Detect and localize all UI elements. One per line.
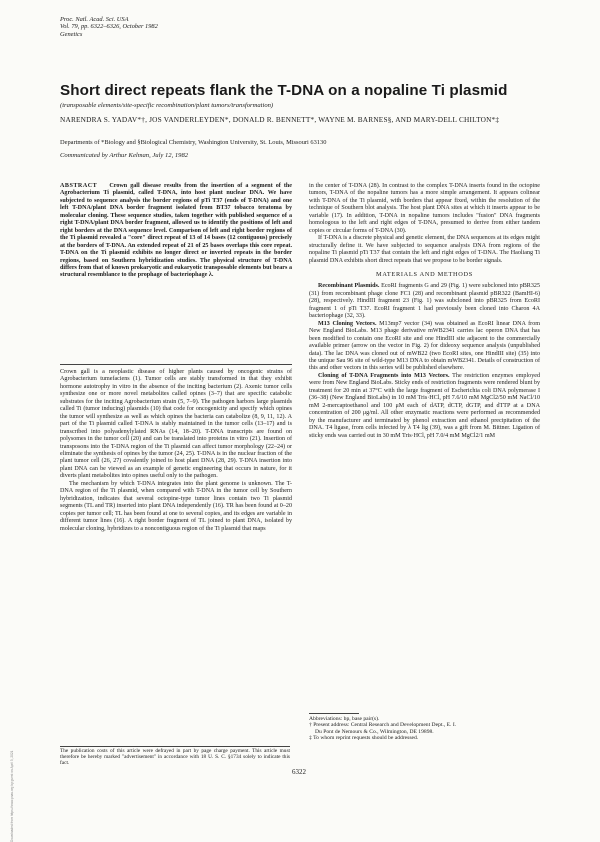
methods-paragraph-vectors [309, 321, 540, 373]
journal-section: Genetics [60, 30, 83, 38]
article-authors: NARENDRA S. YADAV*†, JOS VANDERLEYDEN*, DONALD R. BENNETT*, WAYNE M. BARNES§, AND MARY-DELL CHILTON*‡ [60, 115, 500, 124]
journal-name: Proc. Natl. Acad. Sci. USA [60, 16, 129, 23]
footnote-address-cont: Du Pont de Nemours & Co., Wilmington, DE 19898. [315, 728, 434, 735]
footnote-reprints: ‡ To whom reprint requests should be addressed. [309, 735, 419, 742]
intro-paragraph-1: Crown gall is a neoplastic disease of higher plants caused by oncogenic strains of Agrobacterium tumefaciens (1). Tumor cells are stably transformed in that they exhibit hormone autotrophy in vitro in the absence of the inciting bacterium (2). Axenic tumor cells synthesize one or more novel metabolites called opines (3–7) that are specific catabolic substrates for the inciting Agrobacterium strain (5, 7–9). The pathogen harbors large plasmids called Ti (tumor inducing) plasmids (10) that code for oncogenicity and specify which opines the tumor will synthesize as well as which opines the bacteria can catabolize (8, 9, 11, 12). A part of the Ti plasmid called T-DNA is stably maintained in the tumor cells (13–17) and is transcribed into polyadenylylated RNAs (14, 18–20). T-DNA transcripts are found on polysomes in the tumor cell (20) and can be translated into proteins in vitro (21). Insertion of transposons into the T-DNA region of the Ti plasmid can affect tumor morphology (22–24) or eliminate the synthesis of opines by the tumor (24, 25). T-DNA is in the nuclear fraction of the plant tumor cell (26, 27) covalently joined to host plant DNA (28, 29). T-DNA insertion into plant DNA can be viewed as an example of genetic engineering that occurs in nature, for it diverts plant metabolites into opines useful only to the pathogen. [60, 369, 292, 480]
abstract [60, 183, 292, 280]
methods-paragraph-plasmids [309, 283, 540, 320]
runin-heading: Recombinant Plasmids. [318, 283, 380, 290]
introduction [60, 369, 292, 533]
journal-header [60, 16, 158, 38]
methods-heading: MATERIALS AND METHODS [376, 270, 473, 278]
abstract-divider [60, 364, 292, 365]
right-column [309, 183, 540, 440]
paragraph-text: M13mp7 vector (34) was obtained as EcoRI linear DNA from New England BioLabs. M13 phage derivative mWB2341 carries lac operon DNA that has been modified to contain one EcoRI site and one HindIII site adjacent to the commercially available primer (arrow on the vector in Fig. 2) for dideoxy sequence analysis (unpublished data). The lac DNA was cloned out of mWB22 (two EcoRI sites, one HindIII site) (35) into the unique Sau 96 site of wild-type M13 DNA to obtain mWB2341. Details of construction of this and other vectors in this series will be published elsewhere. [309, 320, 540, 372]
footnote-divider-right [309, 713, 359, 714]
page-number: 6322 [292, 768, 306, 776]
abstract-text: Crown gall disease results from the insertion of a segment of the Agrobacterium Ti plasmid, called T-DNA, into host plant nuclear DNA. We have subjected to sequence analysis the border regions of pTi T37 (ends of T-DNA) and one left T-DNA/plant DNA border fragment isolated from BT37 tobacco teratoma by molecular cloning. These sequence studies, taken together with published sequence of a right T-DNA/plant DNA border fragment, allowed us to identify the positions of left and right borders at the DNA sequence level. Comparison of left and right border regions of the Ti plasmid revealed a "core" direct repeat of 13 of 14 bases (12 contiguous) precisely at the borders of T-DNA. An extended repeat of 21 of 25 bases overlaps this core repeat. T-DNA on the Ti plasmid exhibits no longer direct or inverted repeats in the border regions, based on Southern hybridization studies. The physical structure of T-DNA differs from that of known prokaryotic and eukaryotic transposable elements but bears a structural resemblance to the prophage of bacteriophage λ. [60, 183, 292, 279]
author-affiliation: Departments of *Biology and §Biological Chemistry, Washington University, St. Louis, Missouri 63130 [60, 139, 327, 146]
journal-volume: Vol. 79, pp. 6322–6326, October 1982 [60, 23, 158, 31]
methods-paragraph-cloning [309, 373, 540, 440]
publication-cost-note: The publication costs of this article were defrayed in part by page charge payment. This article must therefore be hereby marked "advertisement" in accordance with 18 U. S. C. §1734 solely to indicate this fact. [60, 748, 290, 767]
footnote-divider-left [60, 746, 290, 747]
intro-paragraph-2: The mechanism by which T-DNA integrates into the plant genome is unknown. The T-DNA region of the Ti plasmid, when compared with T-DNA in the tumor cell by Southern hybridization, indicates that several octopine-type tumor lines contain two Ti plasmid segments (TL and TR) inserted into plant DNA independently (16). TR has been found at 0–20 copies per tumor cell; TL has been found at one to several copies, and its edges are variable in different tumor lines (16). A right border fragment of TL joined to plant DNA, isolated by molecular cloning, hybridizes to a noncontiguous region of the Ti plasmid that maps [60, 480, 292, 532]
footnote-abbreviations: Abbreviations: bp, base pair(s). [309, 716, 380, 722]
continuation-paragraph-1: in the center of T-DNA (28). In contrast to the complex T-DNA inserts found in the octopine tumors, T-DNA of the nopaline tumors has a more simple arrangement. It appears colinear with T-DNA of the Ti plasmid, with borders that appear fixed, within the resolution of the technique of Southern blot analysis. The host plant DNA sites at which it inserts appear to be variable (17). In addition, T-DNA in nopaline tumors includes "fusion" DNA fragments homologous to the left and right edges of T-DNA, presumed to derive from either tandem copies or circular forms of T-DNA (30). [309, 183, 540, 234]
communicated-by: Communicated by Arthur Kelman, July 12, 1982 [60, 152, 189, 159]
runin-heading: M13 Cloning Vectors. [318, 320, 377, 327]
paragraph-text: EcoRI fragments G and 29 (Fig. 1) were subcloned into pBR325 (31) from recombinant phage clone FC1 (28) and recombinant plasmid pBR322 (BamHI-6) (28), respectively. HindIII fragment 23 (Fig. 1) was subcloned into pBR325 from EcoRI fragment 1 of pTi T37. EcoRI fragment 1 had previously been cloned into Charon 4A bacteriophage (32, 33). [309, 283, 540, 320]
footnotes [309, 716, 540, 742]
article-title: Short direct repeats flank the T-DNA on a nopaline Ti plasmid [60, 82, 508, 99]
article-keywords: (transposable elements/site-specific recombination/plant tumors/transformation) [60, 102, 274, 109]
download-note: Downloaded from https://www.pnas.org by guest on April 3, 2021 [10, 750, 14, 842]
continuation-paragraph-2: If T-DNA is a discrete physical and genetic element, the DNA sequences at its edges might structurally define it. We have subjected to sequence analysis DNA from regions of the nopaline Ti plasmid pTi T37 that contain the left and right edges of T-DNA. The Haoliang Ti plasmid DNA exhibits short direct repeats that we propose to be border signals. [309, 235, 540, 264]
paragraph-text: The restriction enzymes employed were from New England BioLabs. Sticky ends of restriction fragments were rendered blunt by treatment for 20 min at 37°C with the large fragment of Escherichia coli DNA polymerase I (36–38) (New England BioLabs) in 10 mM Tris·HCl, pH 7.6/10 mM MgCl2/50 mM NaCl/10 mM 2-mercaptoethanol and 100 μM each of dATP, dCTP, dGTP, and dTTP at a DNA concentration of 200 μg/ml. All other enzymatic reactions were performed as recommended by the manufacturer and terminated by phenol extraction and ethanol precipitation of the DNA. T4 ligase, from cells infected by λ T4 lig (39), was a gift from M. Bittner. Ligation of sticky ends was carried out in 30 mM Tris·HCl, pH 7.0/4 mM MgCl2/1 mM [309, 372, 540, 439]
abstract-heading: ABSTRACT [60, 183, 98, 189]
footnote-address: † Present address: Central Research and Development Dept., E. I. [309, 722, 457, 729]
runin-heading: Cloning of T-DNA Fragments into M13 Vectors. [318, 372, 450, 379]
